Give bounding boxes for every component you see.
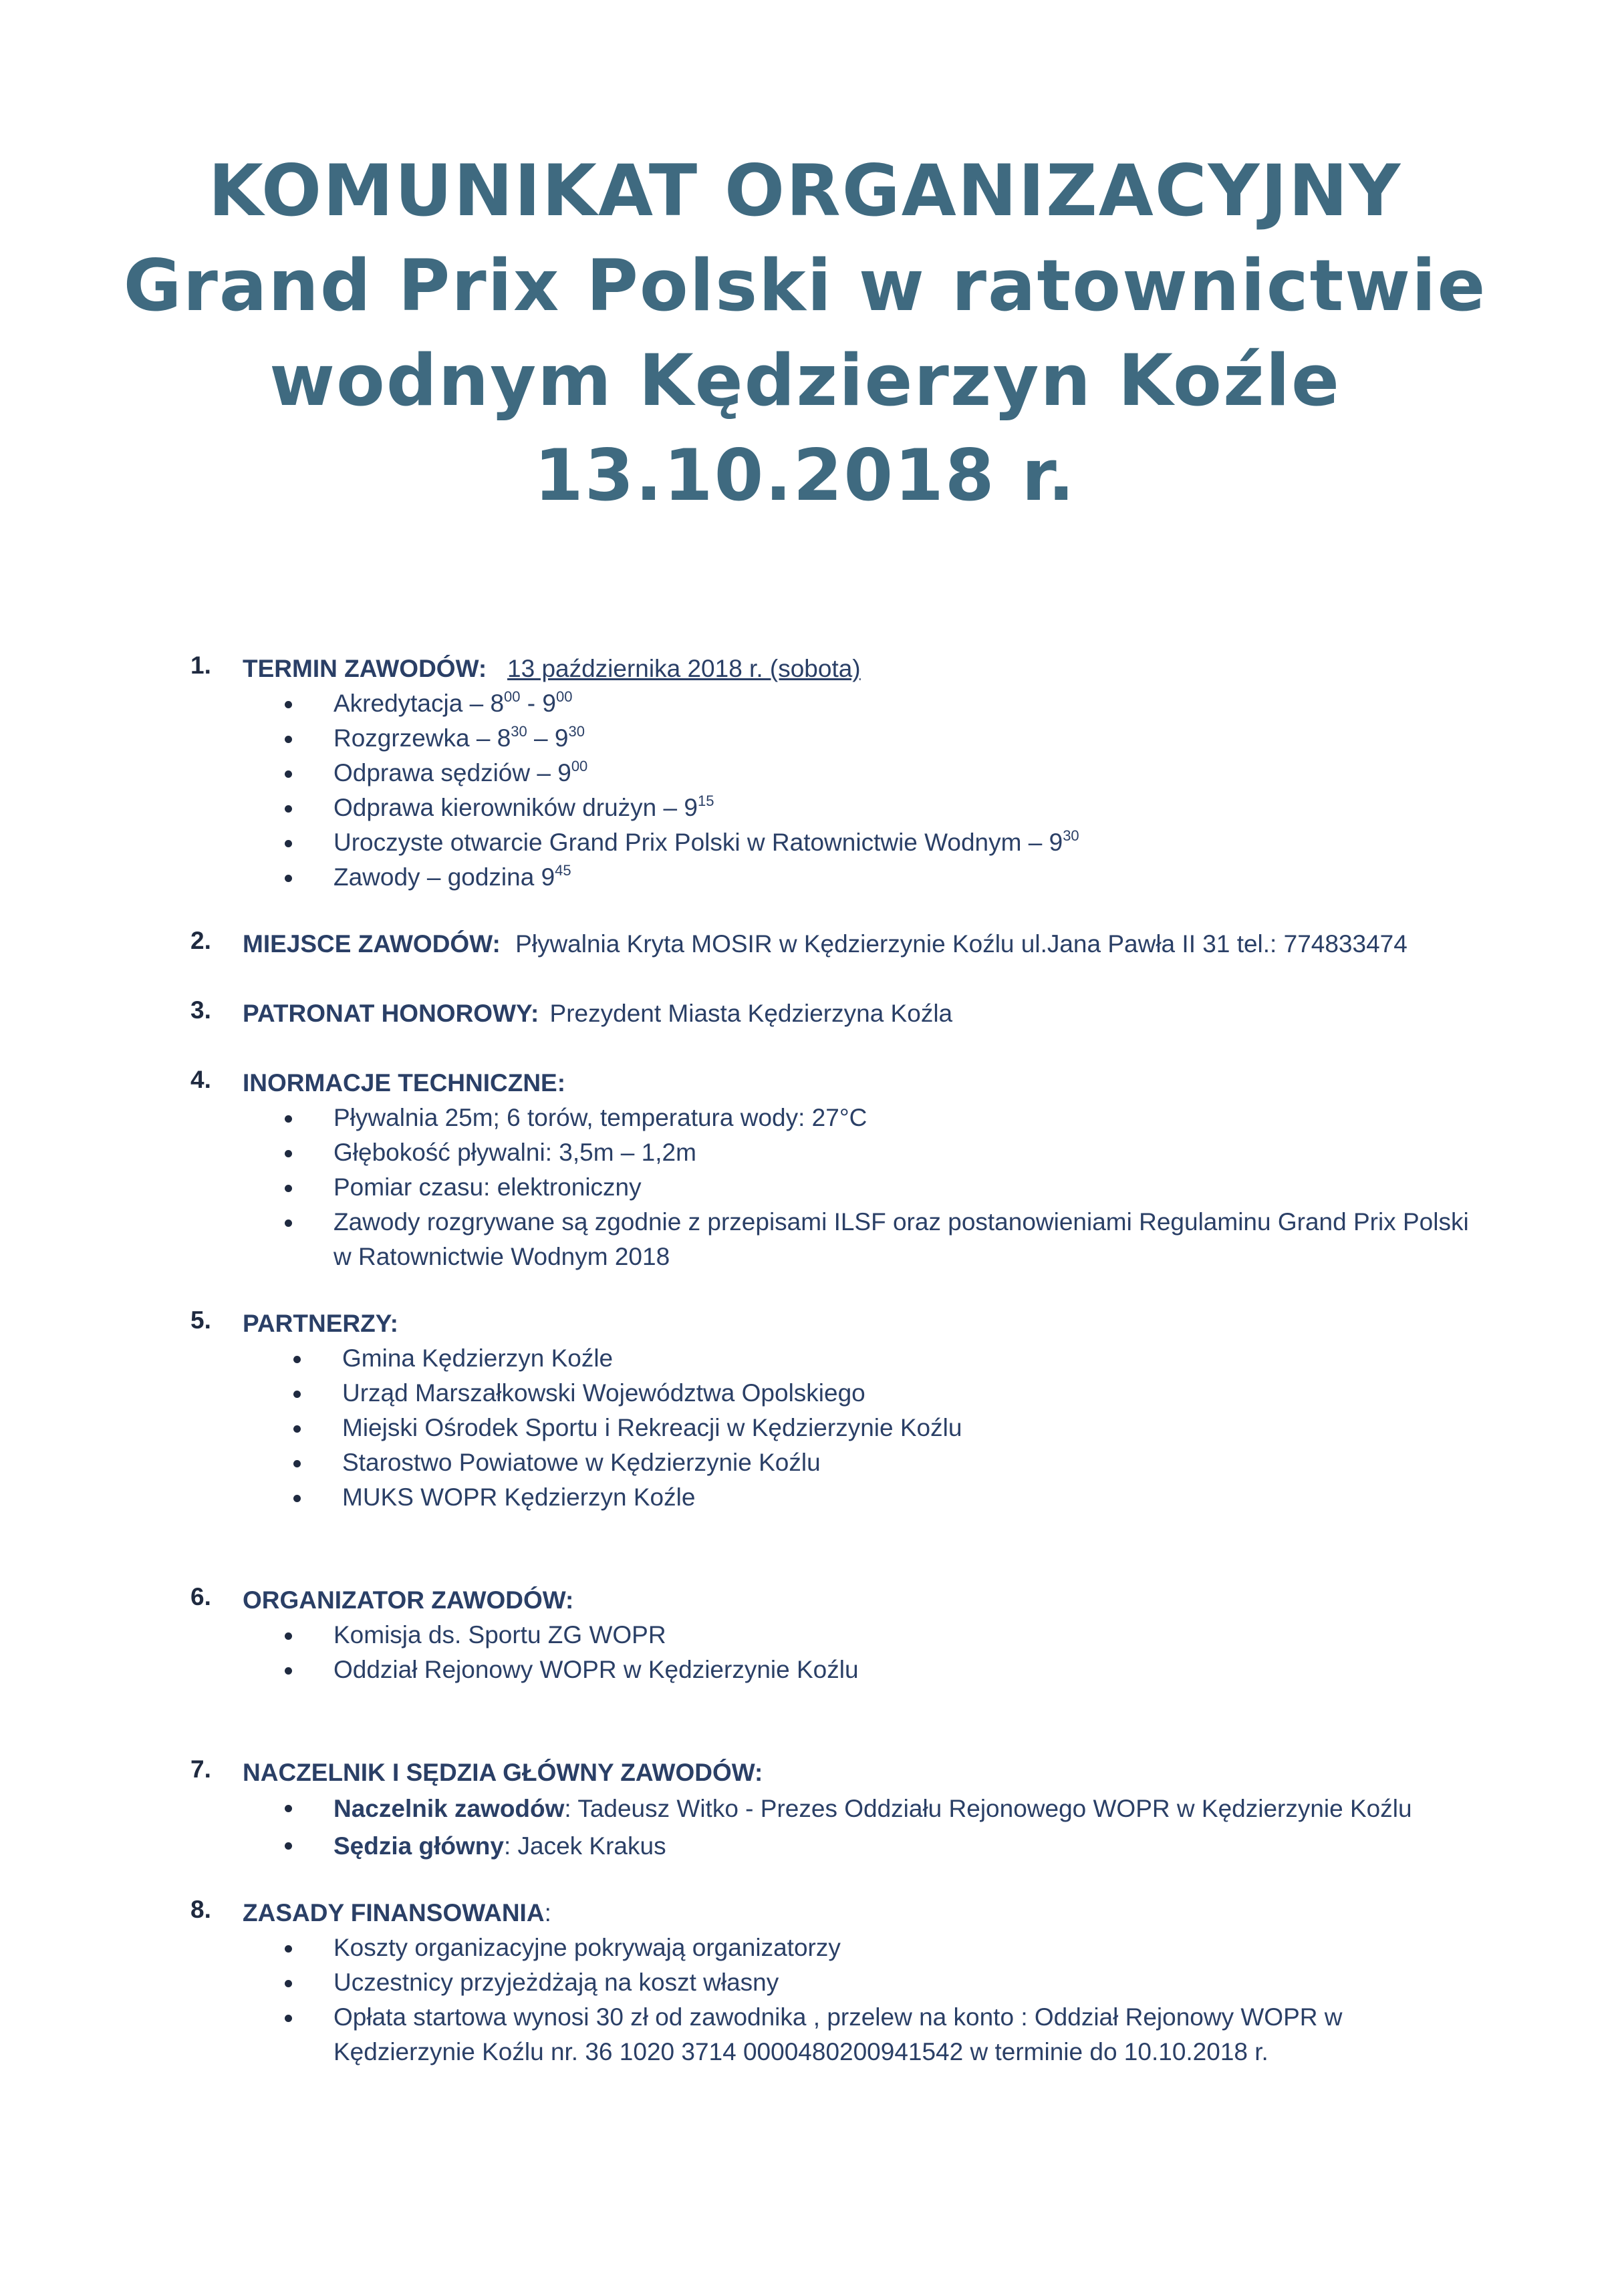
section-heading: INORMACJE TECHNICZNE: [243, 1069, 566, 1097]
title-line-2: Grand Prix Polski w ratownictwie [123, 245, 1487, 327]
section-patronat [190, 996, 1500, 1031]
section-heading: PATRONAT HONOROWY: [243, 1000, 539, 1027]
section-heading: ORGANIZATOR ZAWODÓW: [243, 1586, 574, 1614]
financing-list [243, 1930, 1500, 2069]
list-item: Sędzia główny: Jacek Krakus [285, 1828, 1500, 1865]
list-item: Opłata startowa wynosi 30 zł od zawodnika , przelew na konto : Oddział Rejonowy WOPR w Kędzierzynie Koźlu nr. 36 1020 3714 0000480200941542 w terminie do 10.10.2018 r. [285, 2000, 1500, 2069]
section-number: 2. [190, 927, 211, 954]
document-title [0, 144, 1610, 523]
section-number: 6. [190, 1583, 211, 1610]
list-item: Starostwo Powiatowe w Kędzierzynie Koźlu [293, 1445, 1500, 1480]
section-organizator [190, 1583, 1500, 1687]
list-item: Komisja ds. Sportu ZG WOPR [285, 1618, 1500, 1653]
list-item: Urząd Marszałkowski Województwa Opolskiego [293, 1376, 1500, 1411]
title-line-1: KOMUNIKAT ORGANIZACYJNY [208, 150, 1402, 232]
section-heading: NACZELNIK I SĘDZIA GŁÓWNY ZAWODÓW: [243, 1759, 763, 1786]
list-item: Zawody – godzina $9^{45}$ [285, 860, 1500, 895]
section-termin [190, 652, 1500, 895]
list-item: Rozgrzewka – $8^{30} - 9^{30}$ [285, 721, 1500, 756]
section-miejsce [190, 927, 1500, 962]
list-item: Odprawa kierowników drużyn – $9^{15}$ [285, 791, 1500, 825]
list-item: Pływalnia 25m; 6 torów, temperatura wody: 27°C [285, 1101, 1500, 1135]
list-item: Głębokość pływalni: 3,5m – 1,2m [285, 1135, 1500, 1170]
section-number: 3. [190, 996, 211, 1024]
section-number: 8. [190, 1896, 211, 1923]
partners-list [243, 1341, 1500, 1515]
venue-text: Pływalnia Kryta MOSIR w Kędzierzynie Koźlu ul.Jana Pawła II 31 tel.: 774833474 [515, 930, 1407, 958]
section-heading: ZASADY FINANSOWANIA [243, 1899, 545, 1926]
section-naczelnik [190, 1755, 1500, 1865]
list-item: Akredytacja – $8^{00} - 9^{00}$ [285, 686, 1500, 721]
section-number: 7. [190, 1755, 211, 1783]
section-partnerzy [190, 1306, 1500, 1515]
list-item: Zawody rozgrywane są zgodnie z przepisami ILSF oraz postanowieniami Regulaminu Grand Prix Polski w Ratownictwie Wodnym 2018 [285, 1205, 1500, 1274]
section-number: 5. [190, 1306, 211, 1334]
patron-text: Prezydent Miasta Kędzierzyna Koźla [549, 1000, 953, 1027]
title-line-3: wodnym Kędzierzyn Koźle [269, 339, 1341, 422]
organizers-list [243, 1618, 1500, 1687]
list-item: Gmina Kędzierzyn Koźle [293, 1341, 1500, 1376]
list-item: Pomiar czasu: elektroniczny [285, 1170, 1500, 1205]
section-finansowanie: 8. ZASADY FINANSOWANIA: Koszty organizacyjne pokrywają organizatorzy Uczestnicy przyjeżdżają na koszt własny Opłata startowa wynosi 30 zł od zawodnika , przelew na konto : Oddział Rejonowy WOPR w Kędzierzynie Koźlu nr. 36 1020 3714 0000480200941542 w terminie do 10.10.2018 r. [190, 1896, 1500, 2069]
list-item: Koszty organizacyjne pokrywają organizatorzy [285, 1930, 1500, 1965]
document-body [190, 652, 1500, 2069]
section-heading: PARTNERZY: [243, 1310, 398, 1337]
section-number: 1. [190, 652, 211, 679]
section-informacje [190, 1066, 1500, 1274]
schedule-list [243, 686, 1500, 895]
section-number: 4. [190, 1066, 211, 1093]
section-heading: MIEJSCE ZAWODÓW: [243, 930, 501, 958]
list-item: Naczelnik zawodów: Tadeusz Witko - Prezes Oddziału Rejonowego WOPR w Kędzierzynie Koźlu [285, 1790, 1500, 1828]
event-date: 13 października 2018 r. (sobota) [507, 655, 861, 682]
technical-list [243, 1101, 1500, 1274]
list-item: Uczestnicy przyjeżdżają na koszt własny [285, 1965, 1500, 2000]
title-line-4: 13.10.2018 r. [534, 434, 1076, 517]
officials-list [243, 1790, 1500, 1865]
list-item: Odprawa sędziów – $9^{00}$ [285, 756, 1500, 791]
list-item: MUKS WOPR Kędzierzyn Koźle [293, 1480, 1500, 1515]
list-item: Miejski Ośrodek Sportu i Rekreacji w Kędzierzynie Koźlu [293, 1411, 1500, 1445]
list-item: Oddział Rejonowy WOPR w Kędzierzynie Koźlu [285, 1653, 1500, 1687]
list-item: Uroczyste otwarcie Grand Prix Polski w Ratownictwie Wodnym – $9^{30}$ [285, 825, 1500, 860]
section-heading: TERMIN ZAWODÓW: [243, 655, 487, 682]
